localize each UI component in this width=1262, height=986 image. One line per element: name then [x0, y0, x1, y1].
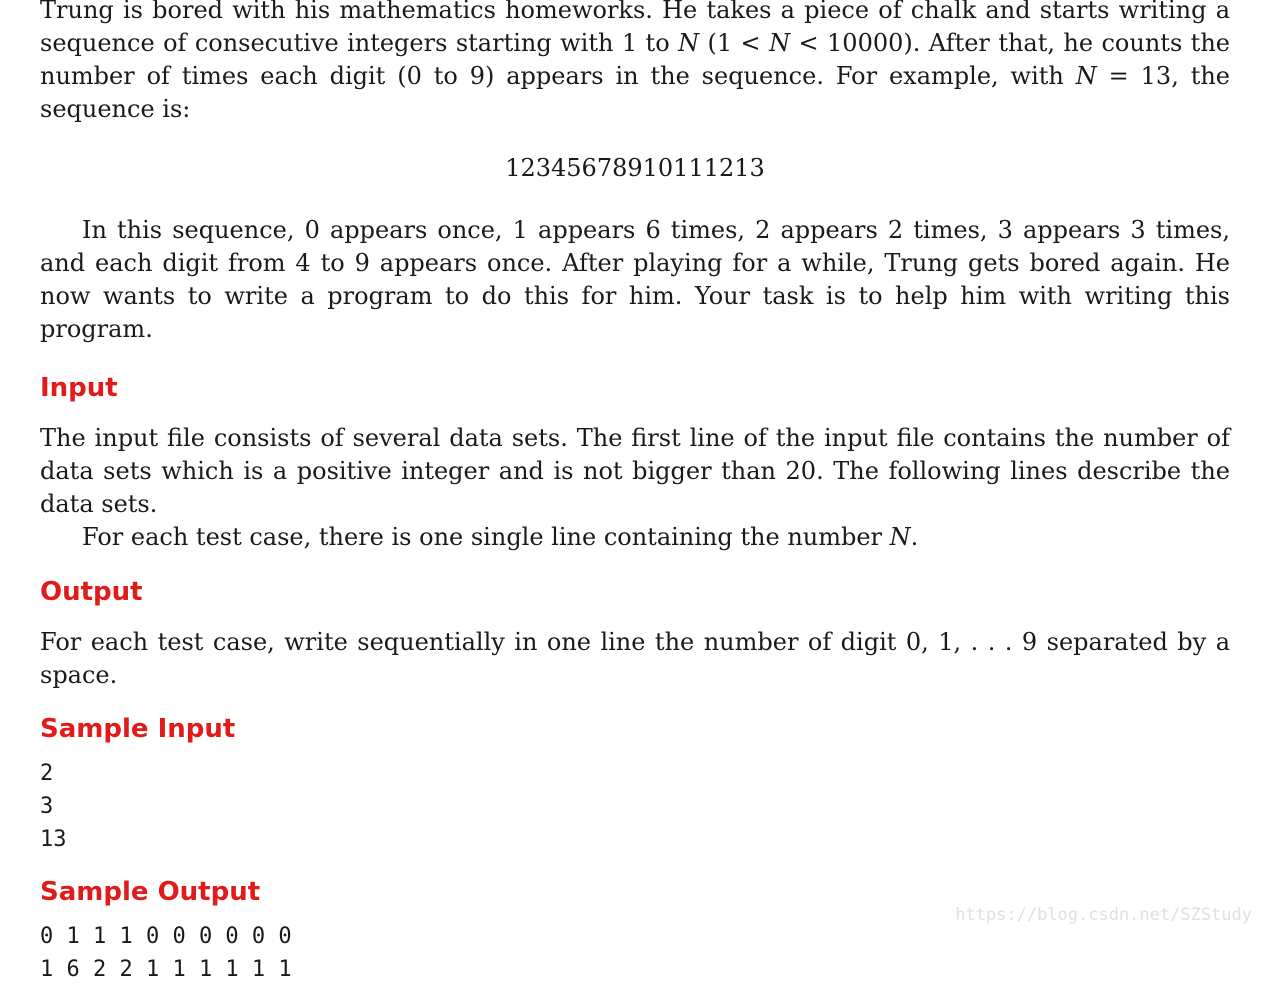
watermark: https://blog.csdn.net/SZStudy	[955, 905, 1252, 925]
sample-input-line: 13	[40, 827, 67, 852]
sample-input-line: 2	[40, 761, 54, 786]
input-test-case-description	[40, 521, 1230, 554]
problem-statement	[40, 0, 1230, 986]
example-sequence: 12345678910111213	[505, 154, 765, 182]
explanation-paragraph: In this sequence, 0 appears once, 1 appears 6 times, 2 appears 2 times, 3 appears 3 times, and each digit from 4 to 9 appears once. After playing for a while, Trung gets bored again. He now wants to write a program to do this for him. Your task is to help him with writing this program.	[40, 216, 1230, 343]
var-n: N	[678, 29, 700, 57]
intro-text-1: Trung is bored with his mathematics homeworks. He takes a piece of chalk and starts writing a sequence of consecutive integers starting with 1 to	[40, 0, 1230, 57]
intro-text-2: (1 <	[699, 29, 770, 57]
sample-input-heading: Sample Input	[40, 714, 236, 744]
input-heading: Input	[40, 373, 118, 403]
output-heading: Output	[40, 577, 143, 607]
var-n: N	[1075, 62, 1097, 90]
var-n: N	[889, 523, 911, 551]
output-description: For each test case, write sequentially in one line the number of digit 0, 1, . . . 9 separated by a space.	[40, 628, 1230, 689]
sample-output-line: 0 1 1 1 0 0 0 0 0 0	[40, 924, 292, 949]
sample-output-line: 1 6 2 2 1 1 1 1 1 1	[40, 957, 292, 982]
sample-output-heading: Sample Output	[40, 877, 261, 907]
sample-input-block	[40, 757, 1230, 856]
sample-output-block	[40, 920, 1230, 986]
var-n: N	[769, 29, 791, 57]
intro-text-3: < 10000). After that, he counts the number of times each digit (0 to 9) appears in the sequence. For example, with	[40, 29, 1230, 90]
input-description: The input file consists of several data sets. The first line of the input file contains the number of data sets which is a positive integer and is not bigger than 20. The following lines describe the data sets.	[40, 424, 1230, 518]
input-text-end: .	[910, 523, 919, 551]
intro-paragraph	[40, 0, 1230, 126]
intro-text-4: = 13, the sequence is:	[40, 62, 1231, 123]
input-text: For each test case, there is one single line containing the number	[82, 523, 890, 551]
sample-input-line: 3	[40, 794, 54, 819]
